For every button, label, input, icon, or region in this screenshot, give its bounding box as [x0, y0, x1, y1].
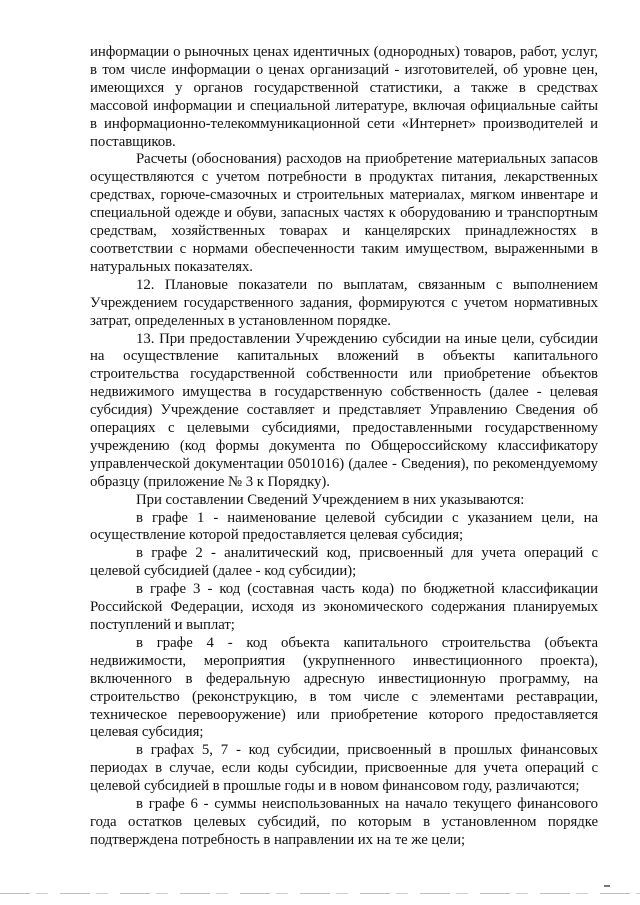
scan-bottom-edge [0, 893, 640, 894]
document-body [90, 44, 598, 850]
scan-mark [604, 885, 610, 887]
paragraph-info-intro: При составлении Сведений Учреждением в них указываются: [136, 491, 525, 508]
paragraph-column-3: в графе 3 - код (составная часть кода) по бюджетной классификации Российской Федерации, исходя из экономического содержания планируемых поступлений и выплат; [90, 581, 598, 633]
paragraph-column-2: в графе 2 - аналитический код, присвоенный для учета операций с целевой субсидией (далее - код субсидии); [90, 545, 598, 580]
paragraph-column-1: в графе 1 - наименование целевой субсидии с указанием цели, на осуществление которой предоставляется целевая субсидия; [90, 509, 598, 544]
paragraph-market-prices: информации о рыночных ценах идентичных (однородных) товаров, работ, услуг, в том числе информации о ценах организаций - изготовителей, об уровне цен, имеющихся у органов государственной статистики, а также в средствах массовой информации и специальной литературе, включая официальные сайты в информационно-телекоммуникационной сети «Интернет» производителей и поставщиков. [90, 44, 598, 150]
paragraph-column-4: в графе 4 - код объекта капитального строительства (объекта недвижимости, мероприятия (укрупненного инвестиционного проекта), включенного в федеральную адресную инвестиционную программу, на строительство (реконструкцию, в том числе с элементами реставрации, техническое перевооружение) или приобретение которого предоставляется целевая субсидия; [90, 634, 598, 741]
paragraph-item-12: 12. Плановые показатели по выплатам, связанным с выполнением Учреждением государственного задания, формируются с учетом нормативных затрат, определенных в установленном порядке. [90, 276, 598, 329]
paragraph-item-13: 13. При предоставлении Учреждению субсидии на иные цели, субсидии на осуществление капитальных вложений в объекты капитального строительства государственной собственности или приобретение объектов недвижимого имущества в государственную собственность (далее - целевая субсидия) Учреждение составляет и представляет Управлению Сведения об операциях с целевыми субсидиями, предоставленными государственному учреждению (код формы документа по Общероссийскому классификатору управленческой документации 0501016) (далее - Сведения), по рекомендуемому образцу (приложение № 3 к Порядку). [90, 330, 598, 490]
paragraph-column-6: в графе 6 - суммы неиспользованных на начало текущего финансового года остатков целевых субсидий, по которым в установленном порядке подтверждена потребность в направлении их на те же цели; [90, 796, 598, 848]
paragraph-material-stocks: Расчеты (обоснования) расходов на приобретение материальных запасов осуществляются с учетом потребности в продуктах питания, лекарственных средствах, горюче-смазочных и строительных материалах, мягком инвентаре и специальной одежде и обуви, запасных частях к оборудованию и транспортным средствам, хозяйственных товарах и канцелярских принадлежностях в соответствии с нормами обеспеченности таким имуществом, выраженными в натуральных показателях. [90, 151, 598, 275]
paragraph-columns-5-7: в графах 5, 7 - код субсидии, присвоенный в прошлых финансовых периодах в случае, если коды субсидии, присвоенные для учета операций с целевой субсидией в прошлые годы и в новом финансовом году, различаются; [90, 742, 598, 795]
